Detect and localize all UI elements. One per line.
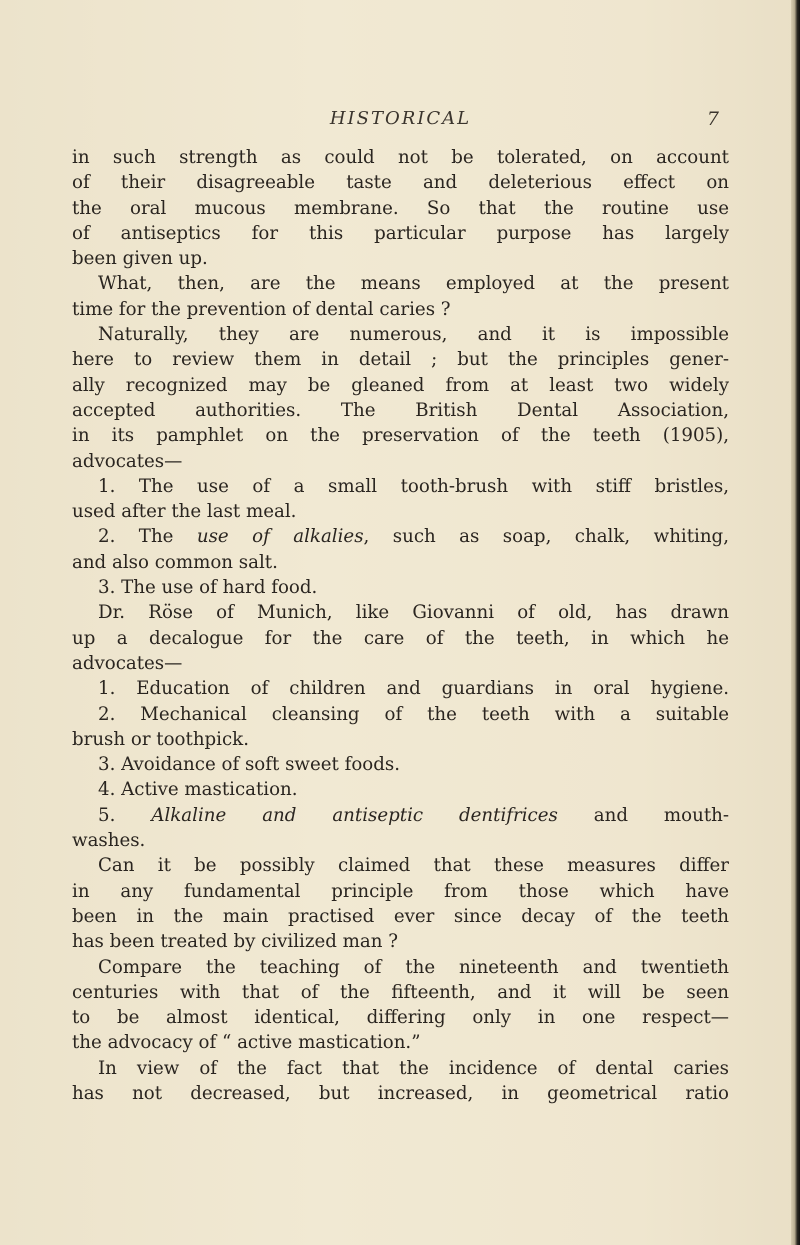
text-line: centuries with that of the fifteenth, and it will be seen [72, 981, 729, 1003]
text-line: been given up. [72, 248, 208, 270]
text-line: accepted authorities. The British Dental Association, [72, 399, 729, 421]
text-line: 2. The use of alkalies, such as soap, chalk, whiting, [98, 526, 729, 548]
text-line: been in the main practised ever since decay of the teeth [72, 905, 729, 927]
text-line: Can it be possibly claimed that these measures differ [98, 855, 729, 877]
text-line: in its pamphlet on the preservation of the teeth (1905), [72, 425, 729, 447]
text-line: advocates— [72, 450, 183, 472]
text-line: 5. Alkaline and antiseptic dentifrices and mouth- [98, 804, 729, 826]
text-line: the advocacy of “ active mastication.” [72, 1032, 421, 1054]
text-line: 4. Active mastication. [98, 779, 298, 801]
text-line: Compare the teaching of the nineteenth and twentieth [98, 956, 729, 978]
text-line: What, then, are the means employed at the present [98, 273, 729, 295]
text-line: used after the last meal. [72, 501, 297, 523]
text-line: of their disagreeable taste and deleterious effect on [72, 172, 729, 194]
text-line: up a decalogue for the care of the teeth, in which he [72, 627, 729, 649]
text-line: In view of the fact that the incidence of dental caries [98, 1057, 729, 1079]
text-line: has not decreased, but increased, in geometrical ratio [72, 1082, 729, 1104]
text-line: Naturally, they are numerous, and it is impossible [98, 324, 729, 346]
text-line: in such strength as could not be tolerated, on account [72, 147, 729, 168]
text-line: in any fundamental principle from those which have [72, 880, 729, 902]
text-line: 3. The use of hard food. [98, 577, 318, 599]
text-line: 2. Mechanical cleansing of the teeth with a suitable [98, 703, 729, 725]
text-line: advocates— [72, 652, 183, 674]
text-line: time for the prevention of dental caries ? [72, 298, 451, 320]
text-line: brush or toothpick. [72, 728, 249, 750]
body-text [72, 145, 729, 1106]
page-edge-shadow [791, 0, 800, 1245]
text-line: has been treated by civilized man ? [72, 931, 398, 953]
text-line: 1. The use of a small tooth-brush with stiff bristles, [98, 475, 729, 497]
text-line: and also common salt. [72, 551, 278, 573]
text-line: the oral mucous membrane. So that the routine use [72, 197, 729, 219]
text-line: of antiseptics for this particular purpose has largely [72, 222, 729, 244]
text-line: washes. [72, 830, 146, 852]
italic-phrase: Alkaline and antiseptic dentifrices [151, 804, 558, 826]
page-number: 7 [706, 108, 719, 130]
running-head [72, 108, 729, 134]
text-line: 3. Avoidance of soft sweet foods. [98, 754, 400, 776]
text-line: Dr. Röse of Munich, like Giovanni of old, has drawn [98, 602, 729, 624]
text-line: here to review them in detail ; but the principles gener- [72, 349, 729, 371]
text-line: to be almost identical, differing only in one respect— [72, 1007, 729, 1029]
italic-phrase: use of alkalies [196, 526, 364, 548]
running-head-title: HISTORICAL [329, 108, 472, 129]
text-line: ally recognized may be gleaned from at least two widely [72, 374, 729, 396]
text-line: 1. Education of children and guardians in oral hygiene. [98, 678, 729, 700]
